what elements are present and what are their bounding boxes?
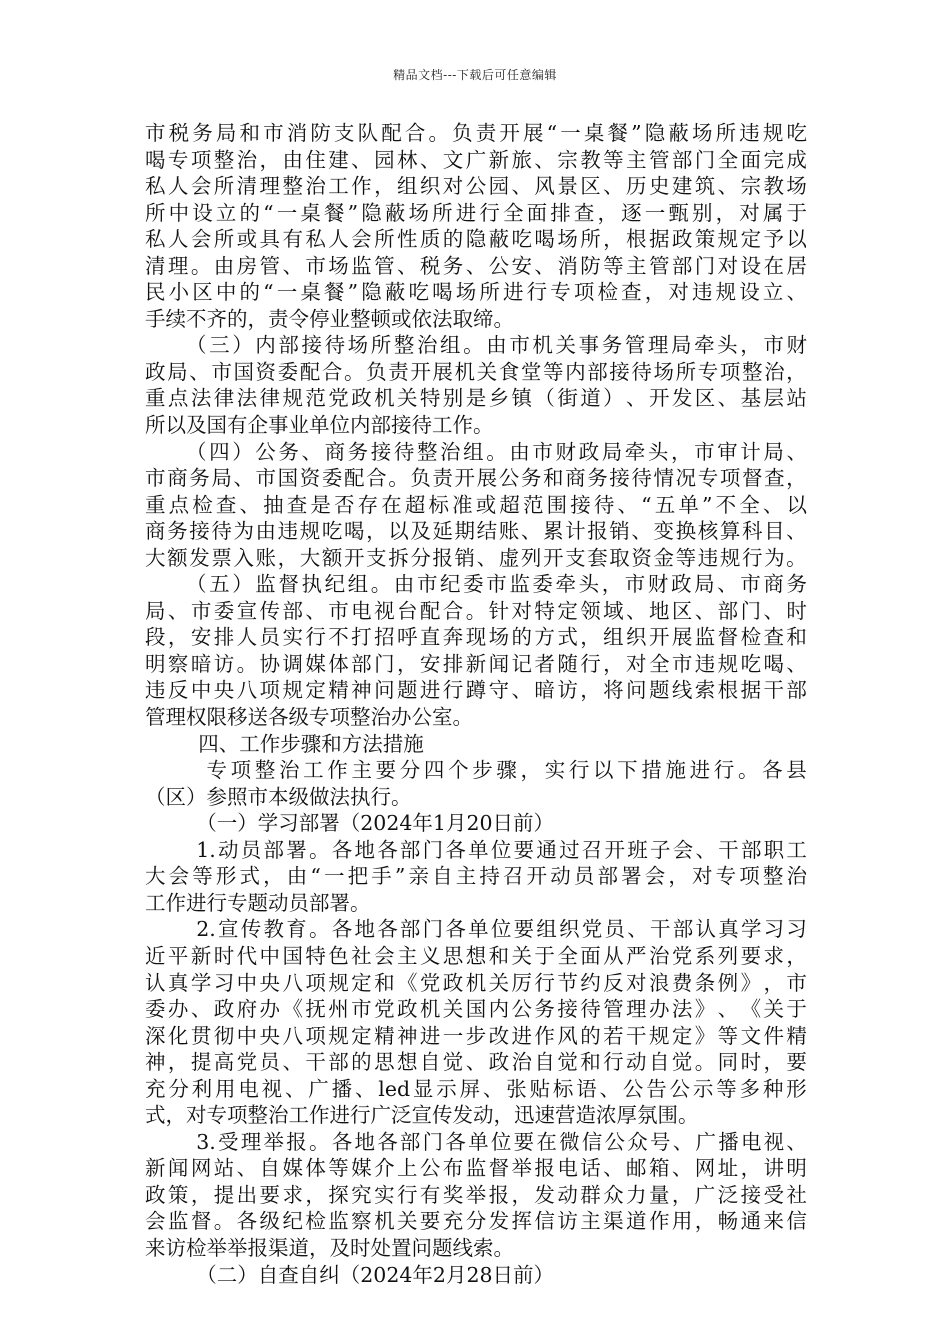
text-line: 民 小 区 中 的 “ 一 桌 餐 ” 隐 蔽 吃 喝 场 所 进 行 专 项 检 查 ， 对 违 规 设 立 、 [145, 280, 807, 305]
text-line: 式，对专项整治工作进行广泛宣传发动，迅速营造浓厚氛围。 [145, 1103, 699, 1128]
text-line: 专 项 整 治 工 作 主 要 分 四 个 步 骤 ， 实 行 以 下 措 施 进 行 。 各 县 [206, 758, 807, 783]
text-line: 管理权限移送各级专项整治办公室。 [145, 705, 473, 730]
text-line: 手续不齐的，责令停业整顿或依法取缔。 [145, 306, 514, 331]
page-header: 精品文档---下载后可任意编辑 [393, 68, 557, 82]
text-line: 1. 动 员 部 署 。 各 地 各 部 门 各 单 位 要 通 过 召 开 班 子 会 、 干 部 职 工 [196, 837, 807, 862]
text-line: 政 局 、 市 国 资 委 配 合 。 负 责 开 展 机 关 食 堂 等 内 部 接 待 场 所 专 项 整 治 ， [145, 359, 807, 384]
text-line: 市 税 务 局 和 市 消 防 支 队 配 合 。 负 责 开 展 “ 一 桌 餐 ” 隐 蔽 场 所 违 规 吃 [145, 121, 807, 145]
text-line: 清 理 。 由 房 管 、 市 场 监 管 、 税 务 、 公 安 、 消 防 等 主 管 部 门 对 设 在 居 [145, 253, 807, 278]
text-line: 充 分 利 用 电 视 、 广 播 、 led 显 示 屏 、 张 贴 标 语 、 公 告 公 示 等 多 种 形 [145, 1076, 807, 1101]
document-body [145, 120, 807, 1288]
text-line: 所 中 设 立 的 “ 一 桌 餐 ” 隐 蔽 场 所 进 行 全 面 排 查 ， 逐 一 甄 别 ， 对 属 于 [145, 200, 807, 225]
text-line: 会 监 督 。 各 级 纪 检 监 察 机 关 要 充 分 发 挥 信 访 主 渠 道 作 用 ， 畅 通 来 信 [145, 1209, 807, 1234]
text-line: （二）自查自纠（2024年2月28日前） [196, 1262, 555, 1287]
text-line: 段 ， 安 排 人 员 实 行 不 打 招 呼 直 奔 现 场 的 方 式 ， 组 织 开 展 监 督 检 查 和 [145, 625, 807, 650]
text-line: 大 额 发 票 入 账 ， 大 额 开 支 拆 分 报 销 、 虚 列 开 支 套 取 资 金 等 违 规 行 为 。 [145, 545, 807, 570]
text-line: （ 五 ） 监 督 执 纪 组 。 由 市 纪 委 市 监 委 牵 头 ， 市 财 政 局 、 市 商 务 [186, 572, 807, 597]
text-line: 深 化 贯 彻 中 央 八 项 规 定 精 神 进 一 步 改 进 作 风 的 若 干 规 定 》 等 文 件 精 [145, 1023, 807, 1048]
text-line: 工作进行专题动员部署。 [145, 890, 371, 915]
text-line: 私 人 会 所 清 理 整 治 工 作 ， 组 织 对 公 园 、 风 景 区 、 历 史 建 筑 、 宗 教 场 [145, 174, 807, 199]
text-line: 政 策 ， 提 出 要 求 ， 探 究 实 行 有 奖 举 报 ， 发 动 群 众 力 量 ， 广 泛 接 受 社 [145, 1182, 807, 1207]
text-line: 市 商 务 局 、 市 国 资 委 配 合 。 负 责 开 展 公 务 和 商 务 接 待 情 况 专 项 督 查 ， [145, 466, 807, 491]
text-line: 四、工作步骤和方法措施 [198, 731, 424, 756]
text-line: （区）参照市本级做法执行。 [145, 784, 412, 809]
text-line: 明 察 暗 访 。 协 调 媒 体 部 门 ， 安 排 新 闻 记 者 随 行 ， 对 全 市 违 规 吃 喝 、 [145, 651, 807, 676]
text-line: 3. 受 理 举 报 。 各 地 各 部 门 各 单 位 要 在 微 信 公 众 号 、 广 播 电 视 、 [196, 1129, 807, 1154]
text-line: 重 点 法 律 法 律 规 范 党 政 机 关 特 别 是 乡 镇 （ 街 道 ） 、 开 发 区 、 基 层 站 [145, 386, 807, 411]
text-line: （ 三 ） 内 部 接 待 场 所 整 治 组 。 由 市 机 关 事 务 管 理 局 牵 头 ， 市 财 [186, 333, 807, 358]
text-line: 来访检举举报渠道，及时处置问题线索。 [145, 1235, 514, 1260]
text-line: 大 会 等 形 式 ， 由 “ 一 把 手 ” 亲 自 主 持 召 开 动 员 部 署 会 ， 对 专 项 整 治 [145, 864, 807, 889]
text-line: 私 人 会 所 或 具 有 私 人 会 所 性 质 的 隐 蔽 吃 喝 场 所 ， 根 据 政 策 规 定 予 以 [145, 227, 807, 252]
text-line: 重 点 检 查 、 抽 查 是 否 存 在 超 标 准 或 超 范 围 接 待 、 “ 五 单 ” 不 全 、 以 [145, 492, 807, 517]
text-line: （ 四 ） 公 务 、 商 务 接 待 整 治 组 。 由 市 财 政 局 牵 头 ， 市 审 计 局 、 [186, 439, 807, 464]
text-line: 违 反 中 央 八 项 规 定 精 神 问 题 进 行 蹲 守 、 暗 访 ， 将 问 题 线 索 根 据 干 部 [145, 678, 807, 703]
text-line: 商 务 接 待 为 由 违 规 吃 喝 ， 以 及 延 期 结 账 、 累 计 报 销 、 变 换 核 算 科 目 、 [145, 519, 807, 544]
text-line: 神 ， 提 高 党 员 、 干 部 的 思 想 自 觉 、 政 治 自 觉 和 行 动 自 觉 。 同 时 ， 要 [145, 1050, 807, 1075]
text-line: 近 平 新 时 代 中 国 特 色 社 会 主 义 思 想 和 关 于 全 面 从 严 治 党 系 列 要 求 ， [145, 943, 807, 968]
text-line: 认 真 学 习 中 央 八 项 规 定 和 《 党 政 机 关 厉 行 节 约 反 对 浪 费 条 例 》 ， 市 [145, 970, 807, 995]
text-line: （一）学习部署（2024年1月20日前） [196, 811, 555, 836]
text-line: 所以及国有企事业单位内部接待工作。 [145, 413, 494, 438]
text-line: 委 办 、 政 府 办 《 抚 州 市 党 政 机 关 国 内 公 务 接 待 管 理 办 法 》 、 《 关 于 [145, 997, 807, 1022]
text-line: 2. 宣 传 教 育 。 各 地 各 部 门 各 单 位 要 组 织 党 员 、 干 部 认 真 学 习 习 [196, 917, 807, 942]
text-line: 局 、 市 委 宣 传 部 、 市 电 视 台 配 合 。 针 对 特 定 领 域 、 地 区 、 部 门 、 时 [145, 598, 807, 623]
text-line: 新 闻 网 站 、 自 媒 体 等 媒 介 上 公 布 监 督 举 报 电 话 、 邮 箱 、 网 址 ， 讲 明 [145, 1156, 807, 1181]
text-line: 喝 专 项 整 治 ， 由 住 建 、 园 林 、 文 广 新 旅 、 宗 教 等 主 管 部 门 全 面 完 成 [145, 147, 807, 172]
